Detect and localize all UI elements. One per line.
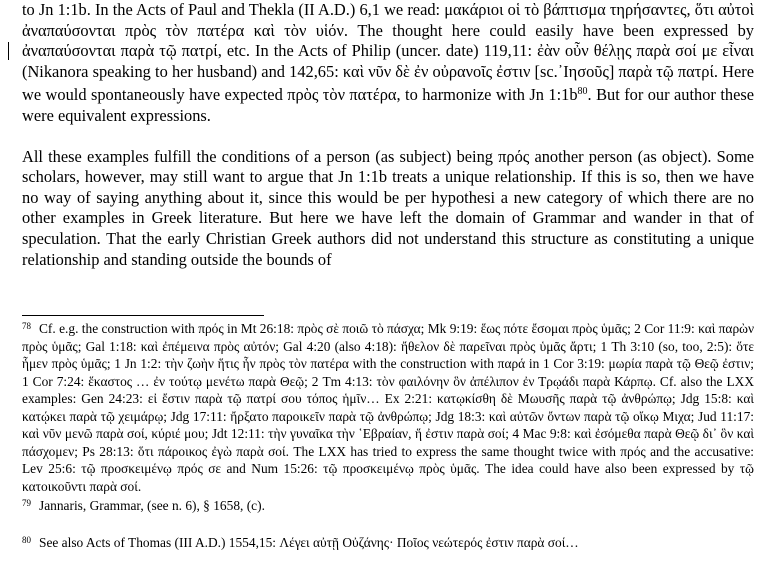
footnote-79 [22, 495, 754, 515]
paragraph-2: All these examples fulfill the conditions of a person (as subject) being πρός another person (as object). Some scholars, however, may still want to argue that Jn 1:1b treats a unique relationship. If this is so, then we have no way of saying anything about it, since this would be per hypothesi a new category of which there are no other examples in Greek literature. But here we have left the domain of Grammar and wander in that of speculation. That the early Christian Greek authors did not understand this structure as constituting a unique relationship and standing outside the bounds of [22, 146, 754, 269]
main-text[interactable] [22, 0, 754, 270]
footnote-text: See also Acts of Thomas (III A.D.) 1554,15: Λέγει αὐτῇ Οὐζάνης· Ποῖος νεώτερός ἐστιν παρὰ σοί… [39, 534, 579, 550]
footnote-number: 78 [22, 321, 31, 331]
paragraph-1-text: to Jn 1:1b. In the Acts of Paul and Thekla (II A.D.) 6,1 we read: μακάριοι οἱ τὸ βάπτισμα τηρήσαντες, ὅτι αὐτοὶ ἀναπαύσονται πρὸς τὸν πατέρα καὶ τὸν υἱόν. The thought here could easily have been expressed by ἀναπαύσονται παρὰ τῷ πατρί, etc. In the Acts of Philip (uncer. date) 119,11: ἐὰν οὖν θέλῃς παρὰ σοί με εἶναι (Nikanora speaking to her husband) and 142,65: καὶ νῦν δὲ ἐν οὐρανοῖς ἐστιν [sc.᾿Ιησοῦς] παρὰ τῷ πατρί. Here we would spontaneously have expected πρὸς τὸν πατέρα, to harmonize with Jn 1:1b [22, 0, 754, 105]
text-cursor [8, 42, 9, 60]
footnote-text: Cf. e.g. the construction with πρός in Mt 26:18: πρὸς σὲ ποιῶ τὸ πάσχα; Mk 9:19: ἕως πότε ἔσομαι πρὸς ὑμᾶς; 2 Cor 11:9: καὶ παρὼν πρὸς ὑμᾶς; Gal 1:18: καὶ ἐπέμεινα πρὸς αὐτόν; Gal 4:20 (also 4:18): ἤθελον δὲ παρεῖναι πρὸς ὑμᾶς ἄρτι; 1 Th 3:10 (so, too, 2:5): ὅτε ἦμεν πρὸς ὑμᾶς; 1 Jn 1:2: τὴν ζωὴν ἥτις ἦν πρὸς τὸν πατέρα with the construction with παρά in 1 Cor 3:19: μωρία παρὰ τῷ Θεῷ ἐστιν; 1 Cor 7:24: ἕκαστος … ἐν τούτῳ μενέτω παρὰ Θεῷ; 2 Tm 4:13: τὸν φαιλόνην ὃν ἀπέλιπον ἐν Τρῳάδι παρὰ Κάρπῳ. Cf. also the LXX examples: Gen 24:23: εἰ ἔστιν παρὰ τῷ πατρί σου τόπος ἡμῖν… Ex 2:21: κατῳκίσθη δὲ Μωυσῆς παρὰ τῷ ἀνθρώπῳ; Jdg 15:8: καὶ κατῴκει παρὰ τῷ χειμάρῳ; Jdg 17:11: ἤρξατο παροικεῖν παρὰ τῷ ἀνθρώπῳ; Jdg 18:3: καὶ αὐτῶν ὄντων παρὰ τῷ οἴκῳ Μιχα; Jud 11:17: καὶ νῦν μενῶ παρὰ σοί, κύριέ μου; Jdt 12:11: τὴν γυναῖκα τὴν ῾Εβραίαν, ἥ ἐστιν παρὰ σοί; 4 Mac 9:8: καὶ ἐσόμεθα παρὰ Θεῷ δι᾿ ὃν καὶ πάσχομεν; Ps 28:13: ὅτι πάροικος ἐγὼ παρὰ σοί. The LXX has tried to express the same thought twice with πρός and the accusative: Lev 25:6: τῷ προσκειμένῳ πρός σε and Num 15:26: τῷ προσκειμένῳ πρὸς ὑμᾶς. The idea could have also been expressed by τῷ κατοικοῦντι παρὰ σοί. [22, 321, 754, 494]
paragraph-1-end: . But for our author these were equivalent expressions. [22, 85, 754, 125]
footnote-text: Jannaris, Grammar, (see n. 6), § 1658, (c). [39, 498, 265, 513]
footnotes [22, 318, 754, 551]
footnote-ref-80[interactable]: 80 [577, 86, 588, 98]
paragraph-1 [22, 0, 754, 127]
footnote-number: 80 [22, 534, 31, 545]
footnote-78 [22, 318, 754, 495]
footnote-80 [22, 532, 754, 552]
footnote-separator [22, 315, 264, 316]
footnote-number: 79 [22, 498, 31, 508]
